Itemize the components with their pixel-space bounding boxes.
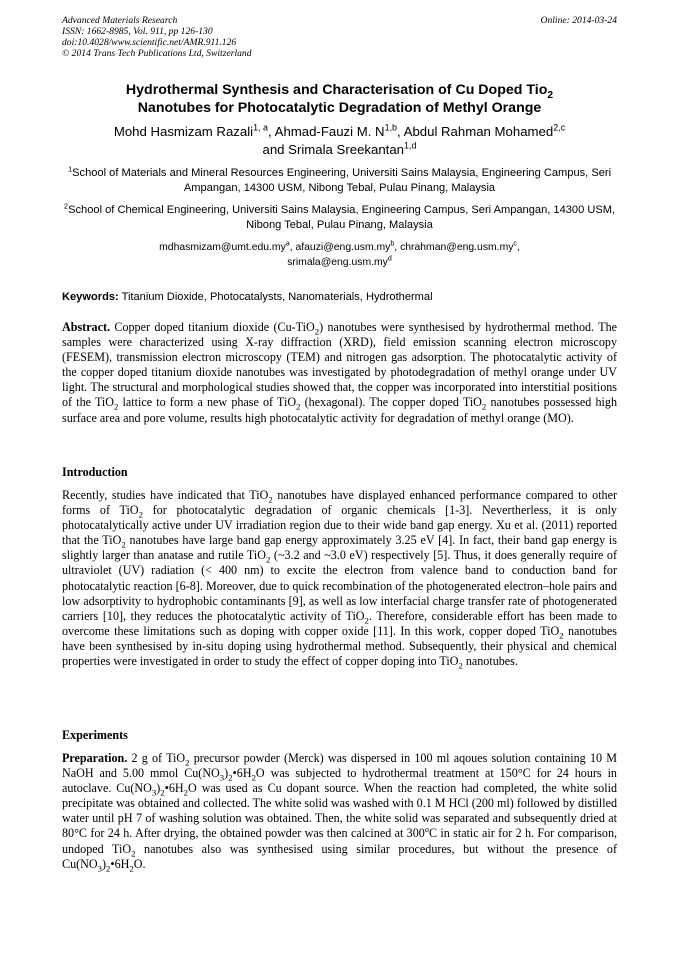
affiliation-1-num: 1 (67, 164, 73, 174)
preparation-paragraph (62, 751, 617, 872)
experiments-heading: Experiments (62, 728, 128, 742)
affiliation-2-text: School of Chemical Engineering, Universiti Sains Malaysia, Engineering Campus, Seri Ampangan, 14300 USM, Nibong Tebal, Pulau Pinang, Malaysia (68, 204, 616, 231)
abstract-label: Abstract. (62, 320, 111, 334)
subscript: 2 (131, 847, 136, 858)
subscript: 2 (138, 509, 143, 520)
email-list (62, 240, 617, 270)
author-4: and Srimala Sreekantan (262, 142, 404, 157)
subscript: 2 (185, 757, 190, 768)
body-text: •6H (232, 766, 252, 781)
email-3[interactable]: , chrahman@eng.usm.my (394, 242, 514, 253)
subscript: 2 (559, 630, 564, 641)
subscript: 2 (129, 863, 134, 874)
subscript: 2 (251, 772, 256, 783)
email-4-sup: d (387, 255, 392, 263)
subscript: 2 (481, 401, 487, 412)
introduction-paragraph (62, 488, 617, 669)
abstract-paragraph (62, 320, 617, 426)
author-2: , Ahmad-Fauzi M. N (268, 124, 385, 139)
keywords (62, 290, 617, 304)
author-1-sup: 1, a (253, 122, 269, 133)
body-text: for photocatalytic degradation of organic chemicals [1-3]. Nevertherless, it is only photocatalytically active under UV irradiation region due to their wide band gap energy. Xu et al. (2011) reported that the TiO (62, 503, 617, 548)
subscript: 2 (106, 863, 111, 874)
body-text: ) (156, 781, 161, 796)
subscript: 2 (228, 772, 233, 783)
online-date: Online: 2014-03-24 (540, 15, 617, 26)
author-list (62, 123, 617, 159)
subscript: 2 (183, 787, 189, 798)
abstract-text: (hexagonal). The copper doped TiO (300, 395, 482, 410)
copyright-line: © 2014 Trans Tech Publications Ltd, Switzerland (62, 48, 252, 59)
journal-header (62, 15, 617, 59)
body-text: ) (101, 856, 106, 871)
affiliation-2 (62, 203, 617, 233)
body-text: nanotubes have displayed enhanced performance compared to other forms of TiO (62, 488, 617, 518)
body-text: precursor powder (Merck) was dispersed in 100 ml aqoues solution containing 10 M NaOH and 5.00 mmol Cu(NO (62, 751, 617, 781)
subscript: 2 (314, 326, 320, 337)
subscript: 3 (219, 772, 225, 783)
body-text: 2 g of TiO (127, 751, 186, 765)
abstract-text: lattice to form a new phase of TiO (118, 395, 297, 410)
body-text: ) (224, 766, 229, 781)
abstract-text: Copper doped titanium dioxide (Cu-TiO (110, 320, 315, 334)
body-text: •6H (164, 781, 184, 796)
body-text: O was used as Cu dopant source. When the reaction had completed, the white solid precipitate was obtained and collected. The white solid was washed with 0.1 M HCl (200 ml) followed by distilled water until pH 7 of washing solution was obtained. Then, the white solid was separated and subsequently dried at 80°C for 24 h. After drying, the obtained powder was then calcined at 300 (62, 781, 617, 841)
preparation-label: Preparation. (62, 751, 128, 765)
subscript: 3 (97, 863, 102, 874)
body-text: •6H (110, 856, 130, 871)
author-3: , Abdul Rahman Mohamed (397, 124, 554, 139)
abstract-text: nanotubes possessed high surface area and pore volume, results high photocatalytic activity for degradation of methyl orange (MO). (62, 395, 618, 425)
author-4-sup: 1,d (404, 140, 417, 151)
body-text: C in static air for 2 h. For comparison, undoped TiO (62, 826, 618, 856)
affiliation-1-text: School of Materials and Mineral Resources Engineering, Universiti Sains Malaysia, Engineering Campus, Seri Ampangan, 14300 USM, Nibong Tebal, Pulau Pinang, Malaysia (72, 167, 612, 194)
body-text: (~3.2 and ~3.0 eV) respectively [5]. Thus, it does generally require of ultraviolet (UV) radiation (< 400 nm) to excite the electron from valence band to conduction band for photocatalytic reaction [6-8]. Moreover, due to quick recombination of the photogenerated electron–hole pairs and low adsorptivity to hydrophobic contaminants [9], as well as low interfacial charge transfer rate of photogenerated carriers [10], they reduces the photocatalytic activity of TiO (62, 548, 617, 623)
email-2[interactable]: , afauzi@eng.usm.my (289, 242, 391, 253)
subscript: 2 (296, 401, 301, 412)
email-1[interactable]: mdhasmizam@umt.edu.my (159, 242, 286, 253)
affiliation-1 (62, 166, 617, 196)
paper-title (62, 81, 617, 117)
keywords-text: Titanium Dioxide, Photocatalysts, Nanomaterials, Hydrothermal (118, 291, 433, 303)
body-text: O was subjected to hydrothermal treatment at 150°C for 24 hours in autoclave. Cu(NO (62, 766, 617, 796)
title-line-1: Hydrothermal Synthesis and Characterisation of Cu Doped Tio (125, 82, 548, 98)
author-2-sup: 1,b (384, 122, 398, 133)
doi-line: doi:10.4028/www.scientific.net/AMR.911.126 (62, 37, 237, 48)
title-line-2: Nanotubes for Photocatalytic Degradation of Methyl Orange (137, 100, 542, 116)
email-1-sup: a (285, 240, 290, 248)
superscript: o (424, 825, 429, 835)
email-4[interactable]: srimala@eng.usm.my (287, 257, 388, 268)
subscript: 2 (364, 615, 369, 626)
abstract-text: ) nanotubes were synthesised by hydrothermal method. The samples were characterized using X-ray diffraction (XRD), field emission scanning electron microscopy (FESEM), transmission electron microscopy (TEM) and nitrogen gas adsorption. The photocatalytic activity of the copper doped titanium dioxide nanotubes was investigated by photodegradation of methyl orange under UV light. The structural and morphological studies showed that, the copper was incorporated into interstitial positions of the TiO (62, 320, 617, 410)
body-text: nanotubes. (462, 654, 518, 669)
issn-line: ISSN: 1662-8985, Vol. 911, pp 126-130 (62, 26, 213, 37)
body-text: Recently, studies have indicated that TiO (62, 488, 269, 502)
body-text: nanotubes have large band gap energy approximately 3.25 eV [4]. In fact, their band gap energy is slightly larger than anatase and rutile TiO (62, 533, 617, 563)
email-separator: , (516, 242, 520, 253)
body-text: O. (133, 856, 146, 871)
subscript: 2 (268, 494, 273, 505)
subscript: 2 (160, 787, 165, 798)
title-subscript: 2 (547, 89, 554, 101)
body-text: nanotubes have been synthesised by in-situ doping using hydrothermal method. Subsequently, their physical and chemical properties were investigated in order to study the effect of copper doping into TiO (62, 623, 618, 669)
affiliation-2-num: 2 (63, 201, 69, 211)
keywords-label: Keywords: (62, 291, 119, 303)
body-text: . Therefore, considerable effort has been made to overcome these limitations such as doping with copper oxide [11]. In this work, copper doped TiO (62, 608, 617, 638)
email-2-sup: b (390, 240, 395, 248)
author-3-sup: 2,c (553, 122, 566, 133)
body-text: nanotubes also was synthesised using similar procedures, but without the presence of Cu(NO (62, 841, 617, 871)
subscript: 2 (458, 660, 463, 671)
journal-name: Advanced Materials Research (62, 15, 178, 26)
subscript: 2 (121, 539, 126, 550)
subscript: 2 (265, 554, 271, 565)
introduction-heading: Introduction (62, 465, 128, 479)
subscript: 2 (114, 401, 119, 412)
subscript: 3 (151, 787, 157, 798)
email-3-sup: c (513, 240, 517, 248)
author-1: Mohd Hasmizam Razali (113, 124, 254, 139)
